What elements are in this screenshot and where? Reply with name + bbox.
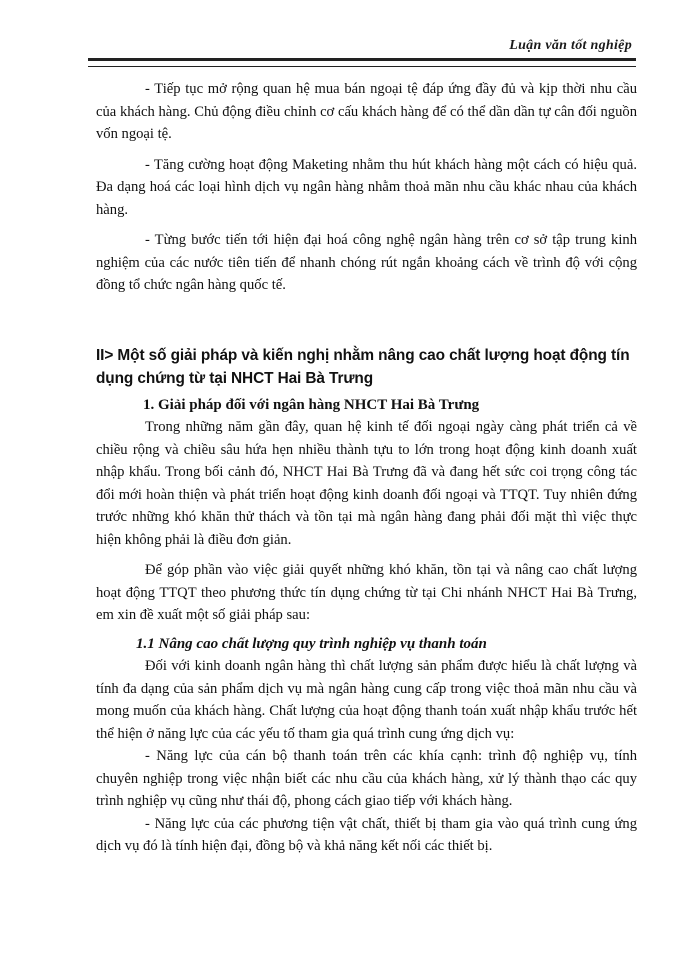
body-paragraph: Đối với kinh doanh ngân hàng thì chất lượng sản phẩm được hiểu là chất lượng và tính đa dạng của sản phẩm dịch vụ mà ngân hàng cung cấp trong việc thoả mãn nhu cầu và mong muốn của khách hàng. Chất lượng của hoạt động thanh toán xuất nhập khẩu trước hết thể hiện ở năng lực của các yếu tố tham gia quá trình cung ứng dịch vụ: [96,658,637,742]
body-paragraph: Trong những năm gần đây, quan hệ kinh tế đối ngoại ngày càng phát triển cả về chiều rộng và chiều sâu hứa hẹn nhiều thành tựu to lớn trong hoạt động kinh doanh xuất nhập khẩu. Trong bối cảnh đó, NHCT Hai Bà Trưng đã và đang hết sức coi trọng công tác đổi mới hoàn thiện và phát triển hoạt động kinh doanh đối ngoại và TTQT. Tuy nhiên đứng trước những khó khăn thử thách và tồn tại mà ngân hàng đang phải đối mặt thì việc thực hiện không phải là điều đơn giản. [96,419,637,548]
bullet-paragraph: - Từng bước tiến tới hiện đại hoá công nghệ ngân hàng trên cơ sở tập trung kinh nghiệm của các nước tiên tiến để nhanh chóng rút ngắn khoảng cách về trình độ với cộng đồng tổ chức ngân hàng quốc tế. [96,232,637,293]
bullet-paragraph: - Năng lực của các phương tiện vật chất, thiết bị tham gia vào quá trình cung ứng dịch vụ đó là tính hiện đại, đồng bộ và khả năng kết nối các thiết bị. [96,815,637,854]
body-paragraph: Để góp phần vào việc giải quyết những khó khăn, tồn tại và nâng cao chất lượng hoạt động TTQT theo phương thức tín dụng chứng từ tại Chi nhánh NHCT Hai Bà Trưng, em xin đề xuất một số giải pháp sau: [96,562,637,623]
section-heading: II> Một số giải pháp và kiến nghị nhằm nâng cao chất lượng hoạt động tín dụng chứng từ tại NHCT Hai Bà Trưng [96,346,630,387]
bullet-paragraph: - Tiếp tục mở rộng quan hệ mua bán ngoại tệ đáp ứng đầy đủ và kịp thời nhu cầu của khách hàng. Chủ động điều chỉnh cơ cấu khách hàng để có thể dần dần tự cân đối nguồn vốn ngoại tệ. [96,81,637,142]
document-header: Luận văn tốt nghiệp [509,38,632,53]
bullet-paragraph: - Tăng cường hoạt động Maketing nhằm thu hút khách hàng một cách có hiệu quả. Đa dạng hoá các loại hình dịch vụ ngân hàng nhằm thoả mãn nhu cầu khác nhau của khách hàng. [96,156,637,218]
header-rule [88,58,636,67]
subsection-heading: 1. Giải pháp đối với ngân hàng NHCT Hai Bà Trưng [143,396,480,413]
bullet-paragraph: - Năng lực của cán bộ thanh toán trên các khía cạnh: trình độ nghiệp vụ, tính chuyên nghiệp trong việc nhận biết các nhu cầu của khách hàng, xử lý thành thạo các quy trình nghiệp vụ cũng như thái độ, phong cách giao tiếp với khách hàng. [96,748,637,809]
page-body [96,78,637,858]
subsubsection-heading: 1.1 Nâng cao chất lượng quy trình nghiệp vụ thanh toán [136,635,487,652]
